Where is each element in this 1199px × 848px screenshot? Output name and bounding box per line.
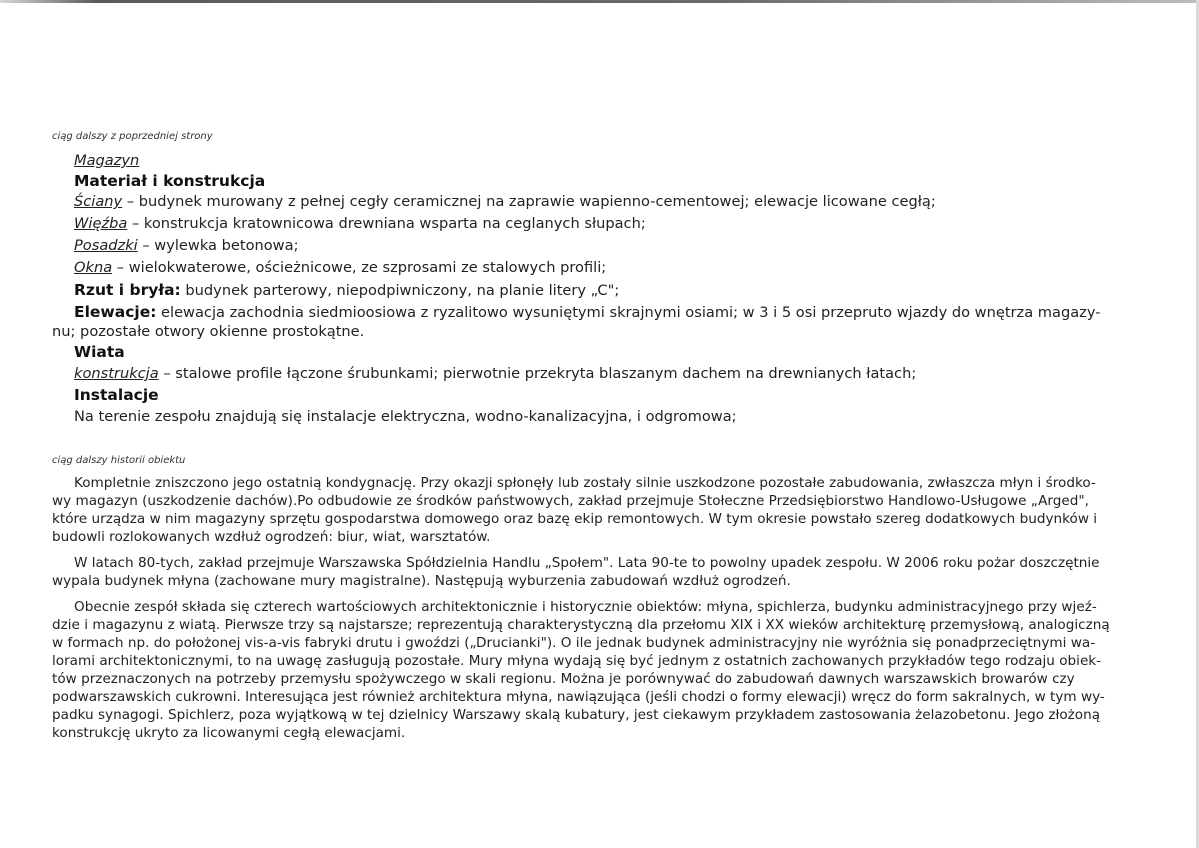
plan-text: budynek parterowy, niepodpiwniczony, na planie litery „C"; (180, 282, 620, 299)
heading-installations: Instalacje (74, 386, 159, 404)
windows-line (74, 259, 606, 277)
history-line: podwarszawskich cukrowni. Interesująca jest również architektura młyna, nawiązująca (jeśli chodzi o formy elewacji) wręcz do form sakralnych, w tym wy- (52, 689, 1105, 705)
floors-text: – wylewka betonowa; (142, 237, 299, 254)
history-line: lorami architektonicznymi, to na uwagę zasługują pozostałe. Mury młyna wydają się być jednym z ostatnich zachowanych przykładów tego rodzaju obiek- (52, 653, 1102, 669)
walls-line (74, 193, 936, 211)
history-line: dzie i magazynu z wiatą. Pierwsze trzy są najstarsze; reprezentują charakterystyczną dla przełomu XIX i XX wieków architekturę przemysłową, analogiczną (52, 617, 1110, 633)
walls-text: – budynek murowany z pełnej cegły ceramicznej na zaprawie wapienno-cementowej; elewacje licowane cegłą; (126, 193, 936, 210)
truss-label: Więźba (74, 215, 128, 232)
building-name-text: Magazyn (74, 152, 140, 169)
shed-text: – stalowe profile łączone śrubunkami; pierwotnie przekryta blaszanym dachem na drewnianych łatach; (158, 365, 917, 382)
history-line: tów przeznaczonych na potrzeby przemysłu spożywczego w skali regionu. Można je porównywać do zabudowań dawnych warszawskich browarów czy (52, 671, 1075, 687)
elevation-line-2: nu; pozostałe otwory okienne prostokątne. (52, 323, 365, 340)
floors-label: Posadzki (74, 237, 138, 254)
history-line: konstrukcję ukryto za licowanymi cegłą elewacjami. (52, 725, 406, 741)
floors-line (74, 237, 298, 255)
truss-line (74, 215, 646, 233)
history-line: Obecnie zespół składa się czterech wartościowych architektonicznie i historycznie obiektów: młyna, spichlerza, budynku administracyjnego przy wjeź- (74, 599, 1097, 615)
shed-label: konstrukcja (74, 365, 159, 382)
history-line: padku synagogi. Spichlerz, poza wyjątkową w tej dzielnicy Warszawy skalą kubatury, jest ciekawym przykładem zastosowania żelazobetonu. Jego złożoną (52, 707, 1101, 723)
truss-text: – konstrukcja kratownicowa drewniana wsparta na ceglanych słupach; (131, 215, 646, 232)
history-line: W latach 80-tych, zakład przejmuje Warszawska Spółdzielnia Handlu „Społem". Lata 90-te to powolny upadek zespołu. W 2006 roku pożar doszczętnie (74, 555, 1100, 571)
history-line: wypala budynek młyna (zachowane mury magistralne). Następują wyburzenia zabudowań wzdłuż ogrodzeń. (52, 573, 791, 589)
history-line: budowli rozlokowanych wzdłuż ogrodzeń: biur, wiat, warsztatów. (52, 529, 491, 545)
shed-line (74, 365, 916, 383)
history-line: które urządza w nim magazyny sprzętu gospodarstwa domowego oraz bazę ekip remontowych. W tym okresie powstało szereg dodatkowych budynków i (52, 511, 1098, 527)
walls-label: Ściany (74, 193, 123, 210)
history-line: Kompletnie zniszczono jego ostatnią kondygnację. Przy okazji spłonęły lub zostały silnie uszkodzone pozostałe zabudowania, zwłaszcza młyn i środko- (74, 475, 1096, 491)
elevation-text-1: elewacja zachodnia siedmioosiowa z ryzalitowo wysuniętymi skrajnymi osiami; w 3 i 5 osi przepruto wjazdy do wnętrza magazy- (156, 304, 1101, 321)
windows-label: Okna (74, 259, 113, 276)
elevation-line-1 (74, 303, 1100, 322)
plan-label: Rzut i bryła: (74, 281, 181, 299)
scan-top-edge (0, 0, 1199, 3)
heading-shed: Wiata (74, 343, 125, 361)
plan-line (74, 281, 619, 300)
heading-material: Materiał i konstrukcja (74, 172, 266, 190)
history-continuation-note: ciąg dalszy historii obiektu (52, 455, 186, 466)
history-line: wy magazyn (uszkodzenie dachów).Po odbudowie ze środków państwowych, zakład przejmuje Stołeczne Przedsiębiorstwo Handlowo-Usługowe „Arged", (52, 493, 1089, 509)
continuation-note: ciąg dalszy z poprzedniej strony (52, 131, 213, 142)
windows-text: – wielokwaterowe, ościeżnicowe, ze szprosami ze stalowych profili; (116, 259, 607, 276)
installations-line: Na terenie zespołu znajdują się instalacje elektryczna, wodno-kanalizacyjna, i odgromowa; (74, 408, 737, 425)
building-name (74, 152, 139, 170)
elevation-label: Elewacje: (74, 303, 157, 321)
history-line: w formach np. do położonej vis-a-vis fabryki drutu i gwoździ („Drucianki"). O ile jednak budynek administracyjny nie wyróżnia się ponadprzeciętnymi wa- (52, 635, 1096, 651)
